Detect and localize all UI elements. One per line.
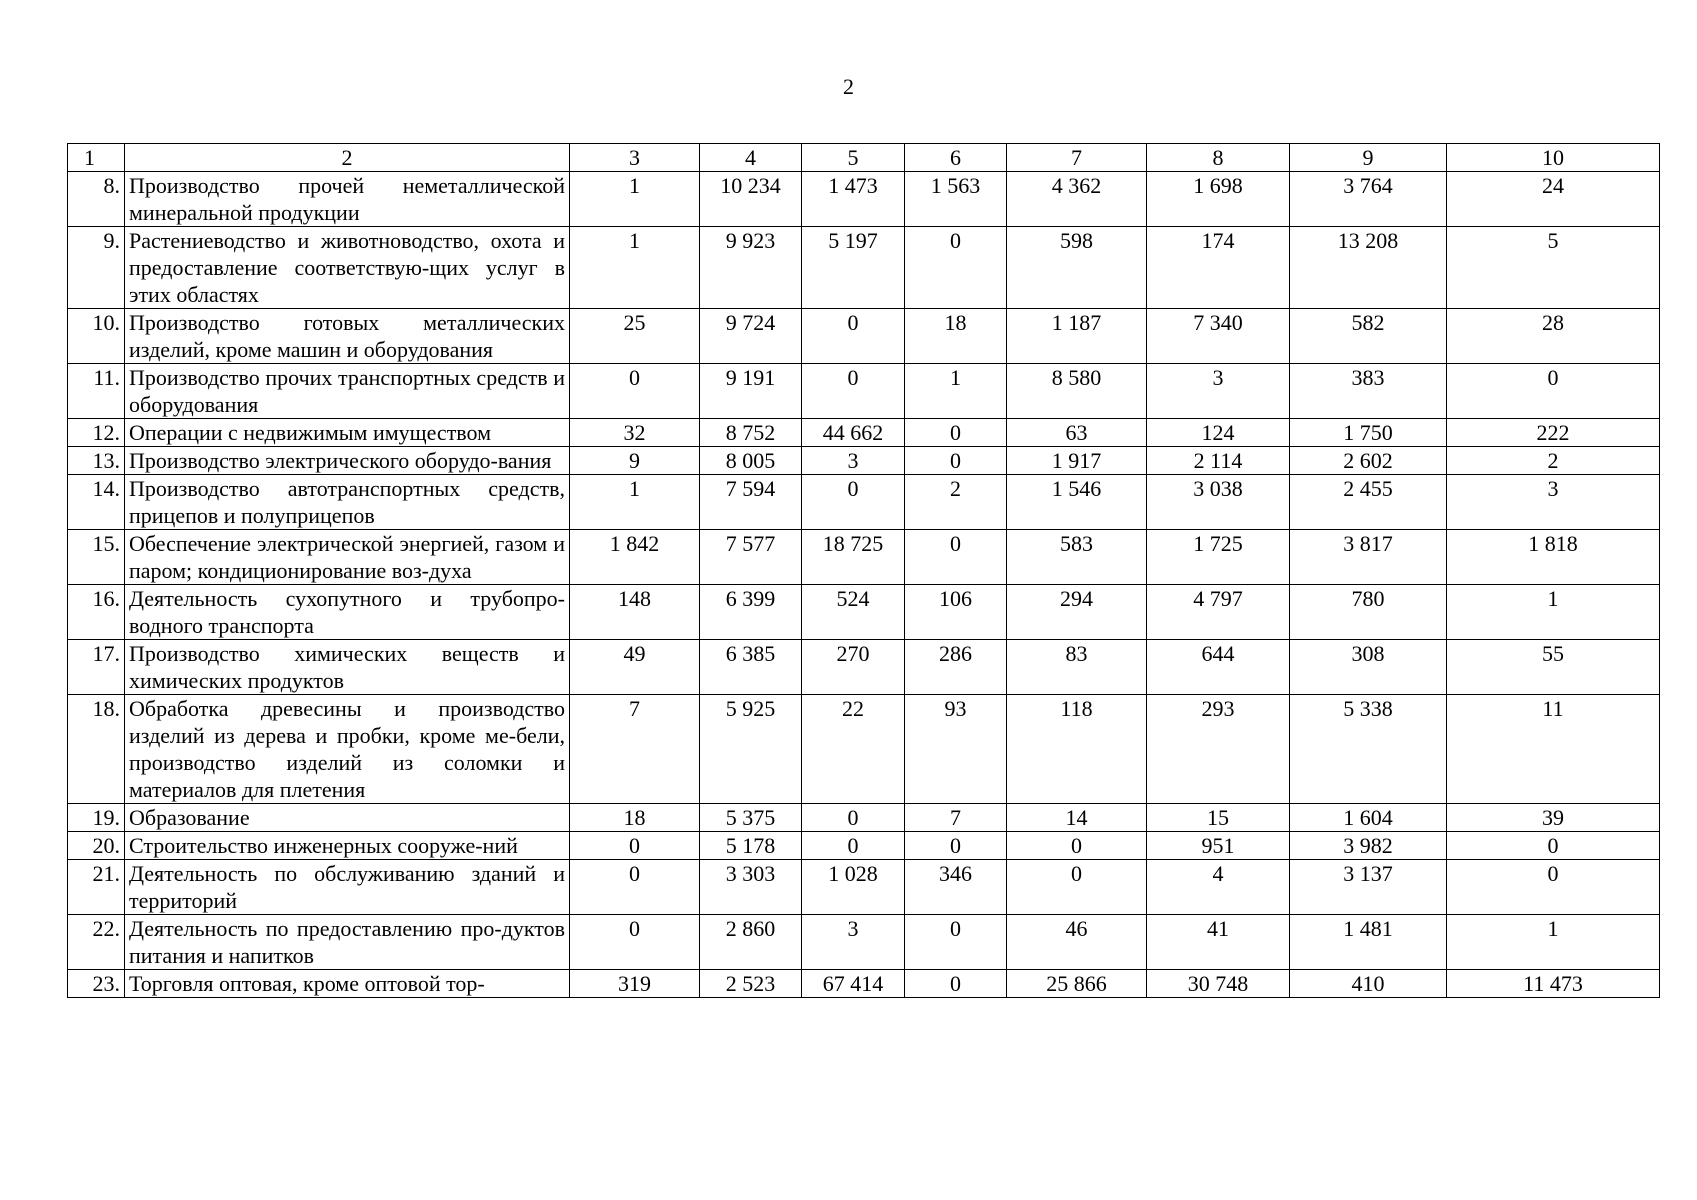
- value-cell: 0: [570, 915, 700, 970]
- page-number: 2: [843, 74, 854, 99]
- activity-name: Деятельность сухопутного и трубопро-водного транспорта: [125, 585, 570, 640]
- value-cell: 0: [1447, 860, 1660, 915]
- value-cell: 524: [802, 585, 905, 640]
- value-cell: 1: [570, 172, 700, 227]
- value-cell: 1 546: [1007, 475, 1147, 530]
- value-cell: 0: [905, 832, 1007, 860]
- value-cell: 583: [1007, 530, 1147, 585]
- value-cell: 0: [1007, 832, 1147, 860]
- value-cell: 5: [1447, 227, 1660, 309]
- activity-name: Производство химических веществ и химических продуктов: [125, 640, 570, 695]
- value-cell: 9: [570, 447, 700, 475]
- value-cell: 2 860: [700, 915, 802, 970]
- value-cell: 1 750: [1290, 419, 1447, 447]
- table-row: [68, 585, 1660, 640]
- value-cell: 63: [1007, 419, 1147, 447]
- table-body: [68, 144, 1660, 998]
- table-row: [68, 309, 1660, 364]
- activity-name: Производство прочей неметаллической минеральной продукции: [125, 172, 570, 227]
- value-cell: 0: [802, 832, 905, 860]
- column-header: 6: [905, 144, 1007, 172]
- value-cell: 32: [570, 419, 700, 447]
- table-row: [68, 860, 1660, 915]
- row-number: 21.: [68, 860, 125, 915]
- row-number: 22.: [68, 915, 125, 970]
- value-cell: 148: [570, 585, 700, 640]
- value-cell: 39: [1447, 804, 1660, 832]
- value-cell: 5 375: [700, 804, 802, 832]
- row-number: 8.: [68, 172, 125, 227]
- column-header: 3: [570, 144, 700, 172]
- table-row: [68, 447, 1660, 475]
- value-cell: 0: [1447, 364, 1660, 419]
- value-cell: 308: [1290, 640, 1447, 695]
- value-cell: 1: [570, 475, 700, 530]
- value-cell: 410: [1290, 970, 1447, 998]
- value-cell: 18: [905, 309, 1007, 364]
- activity-name: Растениеводство и животноводство, охота и предоставление соответствую-щих услуг в этих областях: [125, 227, 570, 309]
- activity-name: Обеспечение электрической энергией, газом и паром; кондиционирование воз-духа: [125, 530, 570, 585]
- value-cell: 24: [1447, 172, 1660, 227]
- value-cell: 49: [570, 640, 700, 695]
- value-cell: 7: [905, 804, 1007, 832]
- value-cell: 1: [905, 364, 1007, 419]
- row-number: 20.: [68, 832, 125, 860]
- value-cell: 2: [1447, 447, 1660, 475]
- value-cell: 222: [1447, 419, 1660, 447]
- value-cell: 1 473: [802, 172, 905, 227]
- row-number: 13.: [68, 447, 125, 475]
- value-cell: 9 191: [700, 364, 802, 419]
- value-cell: 1 604: [1290, 804, 1447, 832]
- value-cell: 5 197: [802, 227, 905, 309]
- value-cell: 0: [905, 227, 1007, 309]
- value-cell: 13 208: [1290, 227, 1447, 309]
- activity-name: Строительство инженерных сооруже-ний: [125, 832, 570, 860]
- value-cell: 25 866: [1007, 970, 1147, 998]
- value-cell: 93: [905, 695, 1007, 804]
- value-cell: 1 818: [1447, 530, 1660, 585]
- value-cell: 7 340: [1147, 309, 1290, 364]
- value-cell: 4: [1147, 860, 1290, 915]
- activity-name: Деятельность по предоставлению про-дуктов питания и напитков: [125, 915, 570, 970]
- value-cell: 2 602: [1290, 447, 1447, 475]
- value-cell: 0: [905, 970, 1007, 998]
- value-cell: 41: [1147, 915, 1290, 970]
- column-header: 7: [1007, 144, 1147, 172]
- value-cell: 46: [1007, 915, 1147, 970]
- column-header: 1: [68, 144, 125, 172]
- value-cell: 3 303: [700, 860, 802, 915]
- row-number: 14.: [68, 475, 125, 530]
- header-row: [68, 144, 1660, 172]
- data-table: [67, 143, 1660, 998]
- table-row: [68, 640, 1660, 695]
- value-cell: 319: [570, 970, 700, 998]
- value-cell: 2 523: [700, 970, 802, 998]
- value-cell: 11 473: [1447, 970, 1660, 998]
- table-row: [68, 804, 1660, 832]
- value-cell: 7 577: [700, 530, 802, 585]
- value-cell: 10 234: [700, 172, 802, 227]
- value-cell: 1 187: [1007, 309, 1147, 364]
- value-cell: 3 764: [1290, 172, 1447, 227]
- value-cell: 4 362: [1007, 172, 1147, 227]
- value-cell: 18: [570, 804, 700, 832]
- value-cell: 346: [905, 860, 1007, 915]
- value-cell: 3: [1147, 364, 1290, 419]
- value-cell: 25: [570, 309, 700, 364]
- activity-name: Операции с недвижимым имуществом: [125, 419, 570, 447]
- value-cell: 1 698: [1147, 172, 1290, 227]
- value-cell: 2 114: [1147, 447, 1290, 475]
- activity-name: Производство автотранспортных средств, прицепов и полуприцепов: [125, 475, 570, 530]
- value-cell: 1 481: [1290, 915, 1447, 970]
- value-cell: 3: [802, 915, 905, 970]
- value-cell: 5 338: [1290, 695, 1447, 804]
- value-cell: 1 725: [1147, 530, 1290, 585]
- value-cell: 8 580: [1007, 364, 1147, 419]
- value-cell: 3 137: [1290, 860, 1447, 915]
- value-cell: 1: [570, 227, 700, 309]
- activity-name: Образование: [125, 804, 570, 832]
- value-cell: 780: [1290, 585, 1447, 640]
- row-number: 9.: [68, 227, 125, 309]
- value-cell: 5 925: [700, 695, 802, 804]
- value-cell: 598: [1007, 227, 1147, 309]
- value-cell: 3 038: [1147, 475, 1290, 530]
- value-cell: 18 725: [802, 530, 905, 585]
- value-cell: 14: [1007, 804, 1147, 832]
- column-header: 8: [1147, 144, 1290, 172]
- value-cell: 294: [1007, 585, 1147, 640]
- table-row: [68, 419, 1660, 447]
- table-row: [68, 475, 1660, 530]
- activity-name: Производство готовых металлических изделий, кроме машин и оборудования: [125, 309, 570, 364]
- value-cell: 6 399: [700, 585, 802, 640]
- value-cell: 0: [905, 447, 1007, 475]
- value-cell: 951: [1147, 832, 1290, 860]
- activity-name: Обработка древесины и производство изделий из дерева и пробки, кроме ме-бели, производство изделий из соломки и материалов для плетения: [125, 695, 570, 804]
- table-row: [68, 695, 1660, 804]
- value-cell: 9 923: [700, 227, 802, 309]
- value-cell: 0: [905, 419, 1007, 447]
- value-cell: 118: [1007, 695, 1147, 804]
- value-cell: 0: [802, 804, 905, 832]
- value-cell: 28: [1447, 309, 1660, 364]
- value-cell: 644: [1147, 640, 1290, 695]
- value-cell: 383: [1290, 364, 1447, 419]
- column-header: 2: [125, 144, 570, 172]
- row-number: 17.: [68, 640, 125, 695]
- value-cell: 1: [1447, 915, 1660, 970]
- table-row: [68, 530, 1660, 585]
- value-cell: 0: [905, 530, 1007, 585]
- value-cell: 0: [570, 832, 700, 860]
- activity-name: Производство электрического оборудо-вания: [125, 447, 570, 475]
- value-cell: 3: [802, 447, 905, 475]
- value-cell: 30 748: [1147, 970, 1290, 998]
- value-cell: 2: [905, 475, 1007, 530]
- row-number: 11.: [68, 364, 125, 419]
- value-cell: 1 917: [1007, 447, 1147, 475]
- row-number: 19.: [68, 804, 125, 832]
- value-cell: 83: [1007, 640, 1147, 695]
- column-header: 10: [1447, 144, 1660, 172]
- row-number: 16.: [68, 585, 125, 640]
- value-cell: 7: [570, 695, 700, 804]
- table-row: [68, 915, 1660, 970]
- value-cell: 174: [1147, 227, 1290, 309]
- value-cell: 6 385: [700, 640, 802, 695]
- value-cell: 8 005: [700, 447, 802, 475]
- value-cell: 0: [1007, 860, 1147, 915]
- activity-name: Деятельность по обслуживанию зданий и территорий: [125, 860, 570, 915]
- value-cell: 1 563: [905, 172, 1007, 227]
- column-header: 4: [700, 144, 802, 172]
- value-cell: 106: [905, 585, 1007, 640]
- value-cell: 0: [570, 860, 700, 915]
- value-cell: 0: [1447, 832, 1660, 860]
- value-cell: 4 797: [1147, 585, 1290, 640]
- value-cell: 124: [1147, 419, 1290, 447]
- value-cell: 582: [1290, 309, 1447, 364]
- value-cell: 3 817: [1290, 530, 1447, 585]
- value-cell: 22: [802, 695, 905, 804]
- value-cell: 55: [1447, 640, 1660, 695]
- value-cell: 1: [1447, 585, 1660, 640]
- table-row: [68, 832, 1660, 860]
- table-row: [68, 364, 1660, 419]
- value-cell: 44 662: [802, 419, 905, 447]
- row-number: 18.: [68, 695, 125, 804]
- activity-name: Торговля оптовая, кроме оптовой тор-: [125, 970, 570, 998]
- value-cell: 293: [1147, 695, 1290, 804]
- value-cell: 1 842: [570, 530, 700, 585]
- column-header: 5: [802, 144, 905, 172]
- value-cell: 5 178: [700, 832, 802, 860]
- value-cell: 0: [802, 475, 905, 530]
- value-cell: 2 455: [1290, 475, 1447, 530]
- row-number: 12.: [68, 419, 125, 447]
- value-cell: 1 028: [802, 860, 905, 915]
- value-cell: 286: [905, 640, 1007, 695]
- value-cell: 0: [905, 915, 1007, 970]
- table-row: [68, 227, 1660, 309]
- row-number: 23.: [68, 970, 125, 998]
- activity-name: Производство прочих транспортных средств и оборудования: [125, 364, 570, 419]
- value-cell: 11: [1447, 695, 1660, 804]
- value-cell: 7 594: [700, 475, 802, 530]
- value-cell: 9 724: [700, 309, 802, 364]
- value-cell: 0: [802, 309, 905, 364]
- value-cell: 8 752: [700, 419, 802, 447]
- row-number: 10.: [68, 309, 125, 364]
- value-cell: 3 982: [1290, 832, 1447, 860]
- table-row: [68, 970, 1660, 998]
- value-cell: 3: [1447, 475, 1660, 530]
- value-cell: 0: [570, 364, 700, 419]
- table-row: [68, 172, 1660, 227]
- row-number: 15.: [68, 530, 125, 585]
- value-cell: 270: [802, 640, 905, 695]
- value-cell: 67 414: [802, 970, 905, 998]
- value-cell: 0: [802, 364, 905, 419]
- column-header: 9: [1290, 144, 1447, 172]
- value-cell: 15: [1147, 804, 1290, 832]
